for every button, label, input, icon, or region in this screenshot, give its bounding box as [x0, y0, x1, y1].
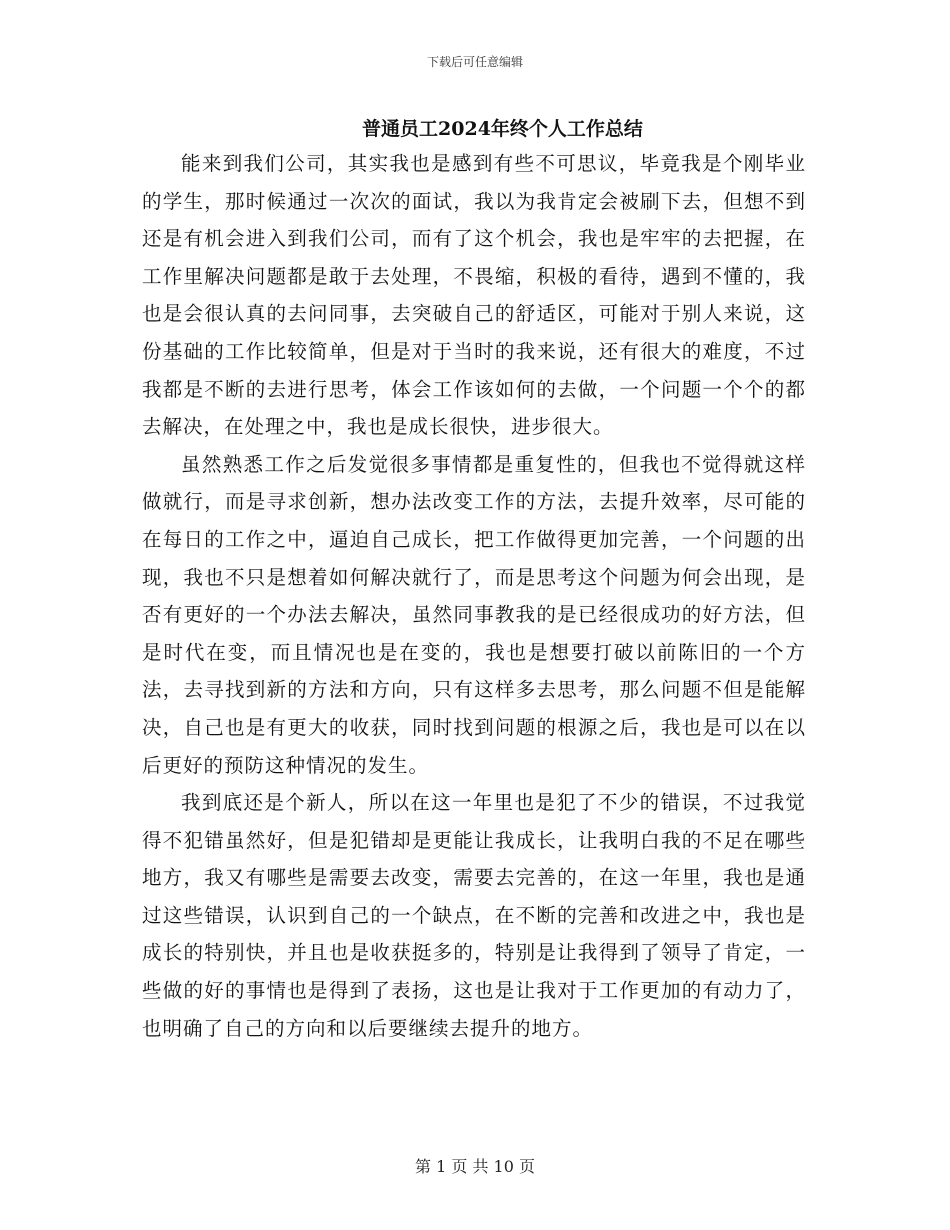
paragraph-1: 能来到我们公司，其实我也是感到有些不可思议，毕竟我是个刚毕业的学生，那时候通过一次次的面试，我以为我肯定会被刷下去，但想不到还是有机会进入到我们公司，而有了这个机会，我也是牢牢的去把握，在工作里解决问题都是敢于去处理，不畏缩，积极的看待，遇到不懂的，我也是会很认真的去问同事，去突破自己的舒适区，可能对于别人来说，这份基础的工作比较简单，但是对于当时的我来说，还有很大的难度，不过我都是不断的去进行思考，体会工作该如何的去做，一个问题一个个的都去解决，在处理之中，我也是成长很快，进步很大。	[142, 152, 806, 439]
paragraph-2: 虽然熟悉工作之后发觉很多事情都是重复性的，但我也不觉得就这样做就行，而是寻求创新，想办法改变工作的方法，去提升效率，尽可能的在每日的工作之中，逼迫自己成长，把工作做得更加完善，一个问题的出现，我也不只是想着如何解决就行了，而是思考这个问题为何会出现，是否有更好的一个办法去解决，虽然同事教我的是已经很成功的好方法，但是时代在变，而且情况也是在变的，我也是想要打破以前陈旧的一个方法，去寻找到新的方法和方向，只有这样多去思考，那么问题不但是能解决，自己也是有更大的收获，同时找到问题的根源之后，我也是可以在以后更好的预防这种情况的发生。	[142, 452, 806, 777]
document-title: 普通员工2024年终个人工作总结	[362, 118, 643, 140]
header-note: 下载后可任意编辑	[426, 55, 523, 69]
paragraph-3: 我到底还是个新人，所以在这一年里也是犯了不少的错误，不过我觉得不犯错虽然好，但是犯错却是更能让我成长，让我明白我的不足在哪些地方，我又有哪些是需要去改变，需要去完善的，在这一年里，我也是通过这些错误，认识到自己的一个缺点，在不断的完善和改进之中，我也是成长的特别快，并且也是收获挺多的，特别是让我得到了领导了肯定，一些做的好的事情也是得到了表扬，这也是让我对于工作更加的有动力了，也明确了自己的方向和以后要继续去提升的地方。	[142, 791, 806, 1040]
document-body	[142, 145, 806, 1047]
page-number: 第 1 页 共 10 页	[415, 1157, 535, 1176]
